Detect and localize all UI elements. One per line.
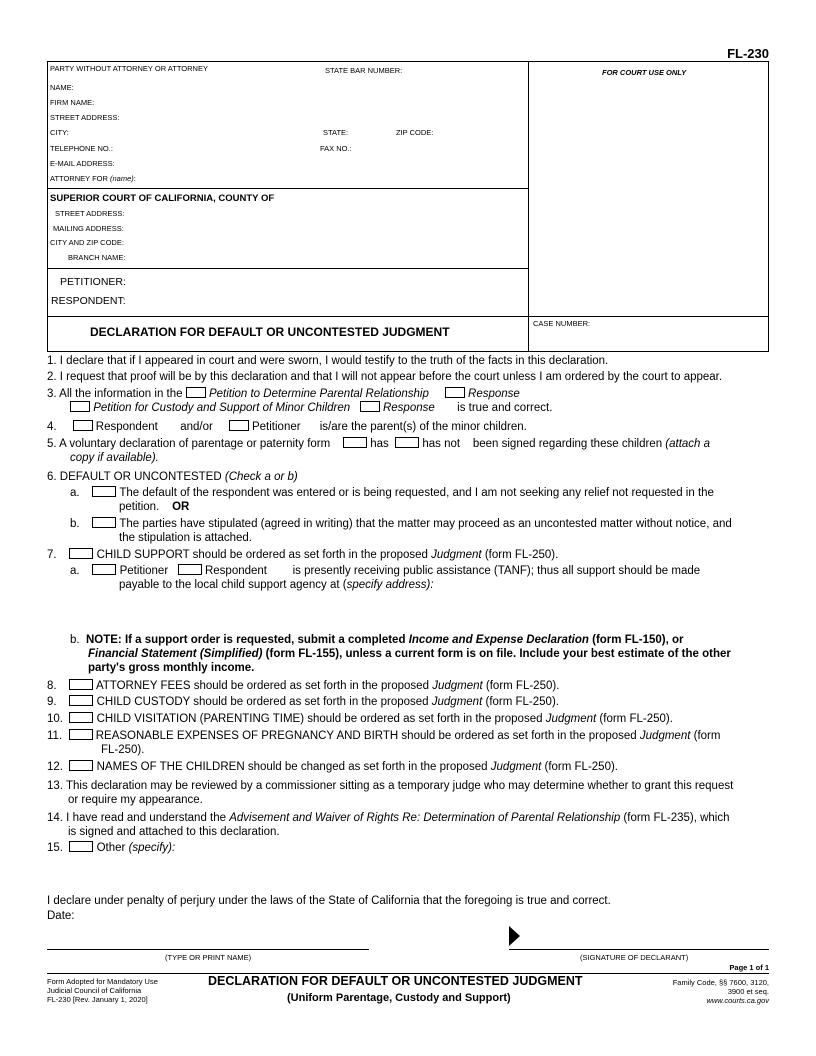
pregnancy-expenses-text: REASONABLE EXPENSES OF PREGNANCY AND BIRTH should be ordered as set forth in the proposed: [95, 730, 637, 742]
attorney-for-label: ATTORNEY FOR: [50, 174, 111, 183]
judgment-word: Judgment: [490, 761, 542, 773]
signature-arrow-icon: [509, 926, 520, 946]
or-label: OR: [172, 501, 190, 513]
default-text: The default of the respondent was entered or is being requested, and I am not seeking any relief not requested in the: [119, 487, 714, 499]
item-7-num: 7.: [47, 549, 57, 561]
form-id: FL-230: [727, 46, 769, 61]
adoption-line-2: Judicial Council of California: [47, 986, 142, 995]
name-change-checkbox[interactable]: [69, 760, 93, 771]
payable-text: payable to the local child support agency at (: [119, 579, 347, 591]
item-7: [47, 548, 558, 562]
petition-checkbox[interactable]: [186, 387, 206, 398]
attach-note-2: copy if available).: [70, 452, 159, 464]
court-mailing-field[interactable]: MAILING ADDRESS:: [53, 224, 124, 233]
respondent-field[interactable]: RESPONDENT:: [51, 295, 126, 307]
court-use-label: FOR COURT USE ONLY: [602, 68, 687, 77]
item-3-line2: [70, 401, 552, 415]
item-6b-line2: the stipulation is attached.: [119, 532, 252, 544]
response-checkbox[interactable]: [445, 387, 465, 398]
item-6a: [70, 486, 714, 500]
attorney-fees-text: ATTORNEY FEES should be ordered as set forth in the proposed: [95, 680, 429, 692]
item-5-end: been signed regarding these children: [472, 438, 663, 450]
tanf-text: is presently receiving public assistance (TANF); thus all support should be made: [292, 565, 701, 577]
specify-other: (specify):: [128, 842, 176, 854]
item-9-num: 9.: [47, 696, 57, 708]
item-11: [47, 729, 720, 743]
name-change-text: NAMES OF THE CHILDREN should be changed as set forth in the proposed: [96, 761, 488, 773]
child-custody-text: CHILD CUSTODY should be ordered as set forth in the proposed: [96, 696, 429, 708]
child-support-checkbox[interactable]: [69, 548, 93, 559]
form-open: (form: [693, 730, 721, 742]
item-5-text: 5. A voluntary declaration of parentage or paternity form: [47, 438, 331, 450]
divider: [47, 316, 769, 317]
item-8-num: 8.: [47, 680, 57, 692]
petitioner-parent-checkbox[interactable]: [229, 420, 249, 431]
child-custody-checkbox[interactable]: [69, 695, 93, 706]
has-checkbox[interactable]: [343, 437, 367, 448]
petition-word: petition.: [119, 501, 160, 513]
custody-petition-label: Petition for Custody and Support of Minor Children: [93, 402, 351, 414]
form-250: (form FL-250).: [485, 680, 560, 692]
item-11-num: 11.: [47, 730, 63, 742]
court-title: SUPERIOR COURT OF CALIFORNIA, COUNTY OF: [50, 193, 275, 204]
fax-field[interactable]: FAX NO.:: [320, 144, 352, 153]
item-8: [47, 679, 559, 693]
tanf-respondent-checkbox[interactable]: [178, 564, 202, 575]
email-field[interactable]: E-MAIL ADDRESS:: [50, 159, 115, 168]
name-field[interactable]: NAME:: [50, 83, 74, 92]
child-visitation-text: CHILD VISITATION (PARENTING TIME) should be ordered as set forth in the proposed: [96, 713, 543, 725]
judgment-word: Judgment: [431, 696, 483, 708]
pregnancy-expenses-checkbox[interactable]: [69, 729, 93, 740]
item-7a: [70, 564, 700, 578]
form-250: (form FL-250).: [599, 713, 673, 725]
child-support-text: CHILD SUPPORT should be ordered as set forth in the proposed: [96, 549, 428, 561]
firm-field[interactable]: FIRM NAME:: [50, 98, 95, 107]
fl235-text: (form FL-235), which: [623, 812, 730, 824]
item-6a-line2: [119, 500, 189, 514]
item-3-end: is true and correct.: [457, 402, 553, 414]
item-3: [47, 387, 520, 401]
item-6: [47, 470, 298, 484]
zip-field[interactable]: ZIP CODE:: [396, 128, 434, 137]
item-15-num: 15.: [47, 842, 63, 854]
court-city-field[interactable]: CITY AND ZIP CODE:: [50, 238, 124, 247]
fl155-text: (form FL-155), unless a current form is on file. Include your best estimate of the other: [265, 648, 731, 660]
judgment-word: Judgment: [545, 713, 597, 725]
item-7b: [70, 633, 684, 647]
item-10-num: 10.: [47, 713, 63, 725]
bar-label: STATE BAR NUMBER:: [325, 66, 403, 75]
signature-label: (SIGNATURE OF DECLARANT): [580, 953, 689, 962]
adoption-note: [47, 977, 158, 1004]
caption-frame: [47, 61, 769, 352]
judgment-word: Judgment: [431, 549, 482, 561]
case-number-field[interactable]: CASE NUMBER:: [533, 319, 591, 328]
note-text: NOTE: If a support order is requested, submit a completed: [85, 634, 406, 646]
other-checkbox[interactable]: [69, 841, 93, 852]
city-field[interactable]: CITY:: [50, 128, 69, 137]
court-branch-field[interactable]: BRANCH NAME:: [68, 253, 126, 262]
attorney-for-field[interactable]: [50, 174, 136, 183]
judgment-word: Judgment: [639, 730, 691, 742]
specify-address: specify address):: [346, 579, 434, 591]
item-6b-label: b.: [70, 518, 80, 530]
item-1: 1. I declare that if I appeared in court and were sworn, I would testify to the truth of the facts in this declaration.: [47, 355, 609, 367]
item-13-line2: or require my appearance.: [68, 794, 203, 806]
response2-label: Response: [382, 402, 435, 414]
tanf-respondent-label: Respondent: [204, 565, 267, 577]
item-6a-label: a.: [70, 487, 80, 499]
response2-checkbox[interactable]: [360, 401, 380, 412]
child-visitation-checkbox[interactable]: [69, 712, 93, 723]
check-a-or-b: (Check a or b): [224, 471, 298, 483]
fl150-text: (form FL-150), or: [592, 634, 684, 646]
form-250: (form FL-250).: [485, 696, 559, 708]
item-6b: [70, 517, 732, 531]
item-2: 2. I request that proof will be by this declaration and that I will not appear before the court unless I am ordered by the court to appear.: [47, 371, 723, 383]
item-14-line2: is signed and attached to this declaration.: [68, 826, 280, 838]
income-expense-title: Income and Expense Declaration: [408, 634, 589, 646]
tanf-petitioner-label: Petitioner: [119, 565, 169, 577]
attorney-for-colon: :: [133, 174, 136, 183]
type-name-label: (TYPE OR PRINT NAME): [165, 953, 252, 962]
stipulated-checkbox[interactable]: [92, 517, 116, 528]
court-street-field[interactable]: STREET ADDRESS:: [55, 209, 125, 218]
party-label: PARTY WITHOUT ATTORNEY OR ATTORNEY: [50, 64, 208, 73]
item-7a-line2: [119, 578, 434, 592]
adoption-line-1: Form Adopted for Mandatory Use: [47, 977, 158, 986]
item-12-num: 12.: [47, 761, 63, 773]
phone-field[interactable]: TELEPHONE NO.:: [50, 144, 113, 153]
caption-divider: [528, 61, 529, 352]
default-checkbox[interactable]: [92, 486, 116, 497]
courts-url[interactable]: www.courts.ca.gov: [706, 996, 769, 1005]
item-9: [47, 695, 559, 709]
stipulated-text: The parties have stipulated (agreed in writing) that the matter may proceed as an uncontested matter without notice, and: [119, 518, 732, 530]
item-14-text: 14. I have read and understand the: [47, 812, 227, 824]
advisement-title: Advisement and Waiver of Rights Re: Determination of Parental Relationship: [229, 812, 621, 824]
andor-label: and/or: [180, 421, 213, 433]
signature-line[interactable]: [509, 949, 769, 950]
response-label: Response: [468, 388, 520, 400]
item-11-line2: FL-250).: [101, 744, 145, 756]
statute-line-1: Family Code, §§ 7600, 3120,: [672, 978, 769, 987]
attorney-fees-checkbox[interactable]: [69, 679, 93, 690]
other-label: Other: [96, 842, 126, 854]
statute-references: [673, 978, 769, 1005]
item-4-num: 4.: [47, 421, 57, 433]
item-7b-line3: party's gross monthly income.: [88, 662, 255, 674]
form-250: (form FL-250).: [544, 761, 618, 773]
adoption-line-3: FL-230 [Rev. January 1, 2020]: [47, 995, 148, 1004]
item-7b-line2: [88, 647, 731, 661]
has-not-checkbox[interactable]: [395, 437, 419, 448]
attorney-for-name: (name): [110, 174, 134, 183]
petition-label: Petition to Determine Parental Relationship: [208, 388, 429, 400]
petitioner-field[interactable]: PETITIONER:: [60, 276, 126, 288]
footer-subtitle: (Uniform Parentage, Custody and Support): [287, 992, 511, 1004]
form-250: (form FL-250).: [484, 549, 559, 561]
item-6-text: 6. DEFAULT OR UNCONTESTED: [47, 471, 222, 483]
footer-title: DECLARATION FOR DEFAULT OR UNCONTESTED JUDGMENT: [208, 974, 583, 988]
respondent-parent-label: Respondent: [95, 421, 158, 433]
petitioner-parent-label: Petitioner: [251, 421, 301, 433]
item-4: [47, 420, 527, 434]
judgment-word: Judgment: [432, 680, 483, 692]
item-4-text: is/are the parent(s) of the minor children.: [319, 421, 527, 433]
item-12: [47, 760, 618, 774]
has-not-label: has not: [422, 438, 461, 450]
street-field[interactable]: STREET ADDRESS:: [50, 113, 120, 122]
date-field[interactable]: Date:: [47, 910, 75, 922]
item-5: [47, 437, 710, 451]
state-field[interactable]: STATE:: [323, 128, 349, 137]
respondent-parent-checkbox[interactable]: [73, 420, 93, 431]
divider: [47, 268, 528, 269]
perjury-statement: I declare under penalty of perjury under the laws of the State of California that the foregoing is true and correct.: [47, 895, 611, 907]
item-14: [47, 811, 730, 825]
has-label: has: [370, 438, 389, 450]
tanf-petitioner-checkbox[interactable]: [92, 564, 116, 575]
page-number: Page 1 of 1: [729, 963, 769, 972]
item-15: [47, 841, 175, 855]
item-7a-label: a.: [70, 565, 80, 577]
divider: [47, 188, 528, 189]
item-10: [47, 712, 673, 726]
item-7b-label: b.: [70, 634, 80, 646]
doc-title: DECLARATION FOR DEFAULT OR UNCONTESTED JUDGMENT: [90, 325, 450, 339]
name-line[interactable]: [47, 949, 369, 950]
item-3-text: 3. All the information in the: [47, 388, 183, 400]
financial-statement-title: Financial Statement (Simplified): [88, 648, 263, 660]
item-13: 13. This declaration may be reviewed by a commissioner sitting as a temporary judge who may determine whether to grant this request: [47, 780, 734, 792]
custody-petition-checkbox[interactable]: [70, 401, 90, 412]
statute-line-2: 3900 et seq.: [727, 987, 769, 996]
attach-note: (attach a: [665, 438, 711, 450]
